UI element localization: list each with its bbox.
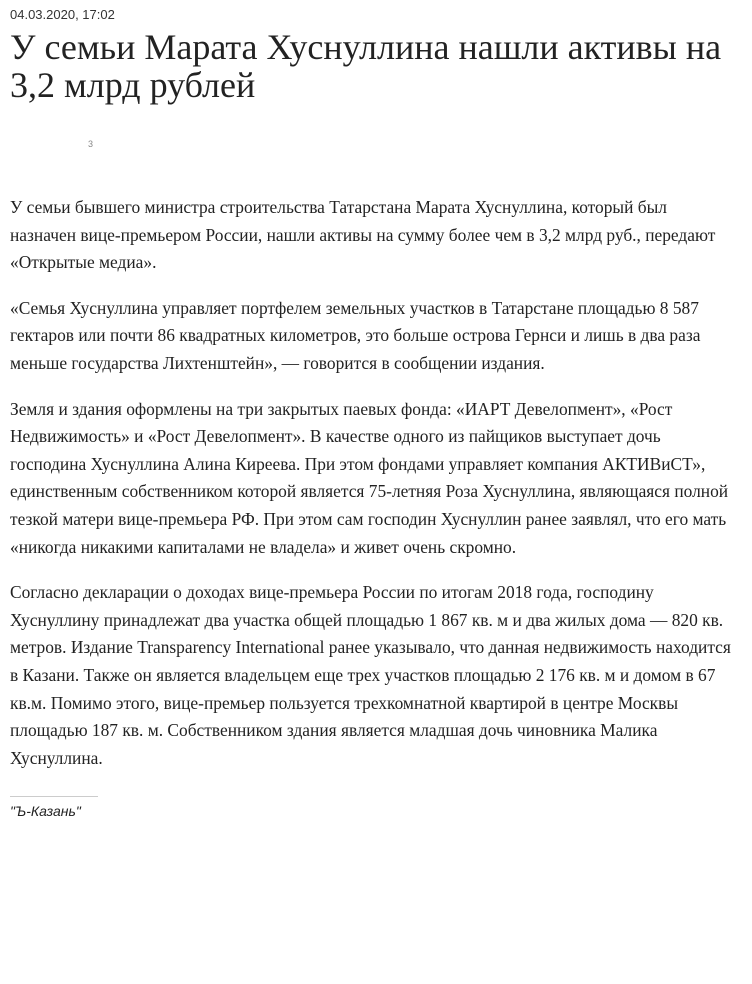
article-body (10, 194, 736, 772)
article (10, 6, 736, 820)
publish-date: 04.03.2020, 17:02 (10, 7, 115, 22)
comment-count[interactable]: 3 (88, 139, 94, 149)
paragraph: Земля и здания оформлены на три закрытых паевых фонда: «ИАРТ Девелопмент», «Рост Недвижимость» и «Рост Девелопмент». В качестве одного из пайщиков выступает дочь господина Хуснуллина Алина Киреева. При этом фондами управляет компания АКТИВиСТ», единственным собственником которой является 75-летняя Роза Хуснуллина, являющаяся полной тезкой матери вице-премьера РФ. При этом сам господин Хуснуллин ранее заявлял, что его мать «никогда никакими капиталами не владела» и живет очень скромно. (10, 398, 729, 557)
paragraph: «Семья Хуснуллина управляет портфелем земельных участков в Татарстане площадью 8 587 гектаров или почти 86 квадратных километров, это больше острова Гернси и лишь в два раза меньше государства Лихтенштейн», — говорится в сообщении издания. (10, 297, 701, 373)
source-divider (10, 796, 98, 797)
paragraph: Согласно декларации о доходах вице-премьера России по итогам 2018 года, господину Хуснуллину принадлежат два участка общей площадью 1 867 кв. м и два жилых дома — 820 кв. метров. Издание Transparency International ранее указывало, что данная недвижимость находится в Казани. Также он является владельцем еще трех участков площадью 2 176 кв. м и домом в 67 кв.м. Помимо этого, вице-премьер пользуется трехкомнатной квартирой в центре Москвы площадью 187 кв. м. Собственником здания является младшая дочь чиновника Малика Хуснуллина. (10, 582, 731, 768)
paragraph: У семьи бывшего министра строительства Татарстана Марата Хуснуллина, который был назначен вице-премьером России, нашли активы на сумму более чем в 3,2 млрд руб., передают «Открытые медиа». (10, 197, 716, 273)
source-credit: "Ъ-Казань" (10, 803, 81, 820)
article-title: У семьи Марата Хуснуллина нашли активы на 3,2 млрд рублей (10, 27, 722, 105)
